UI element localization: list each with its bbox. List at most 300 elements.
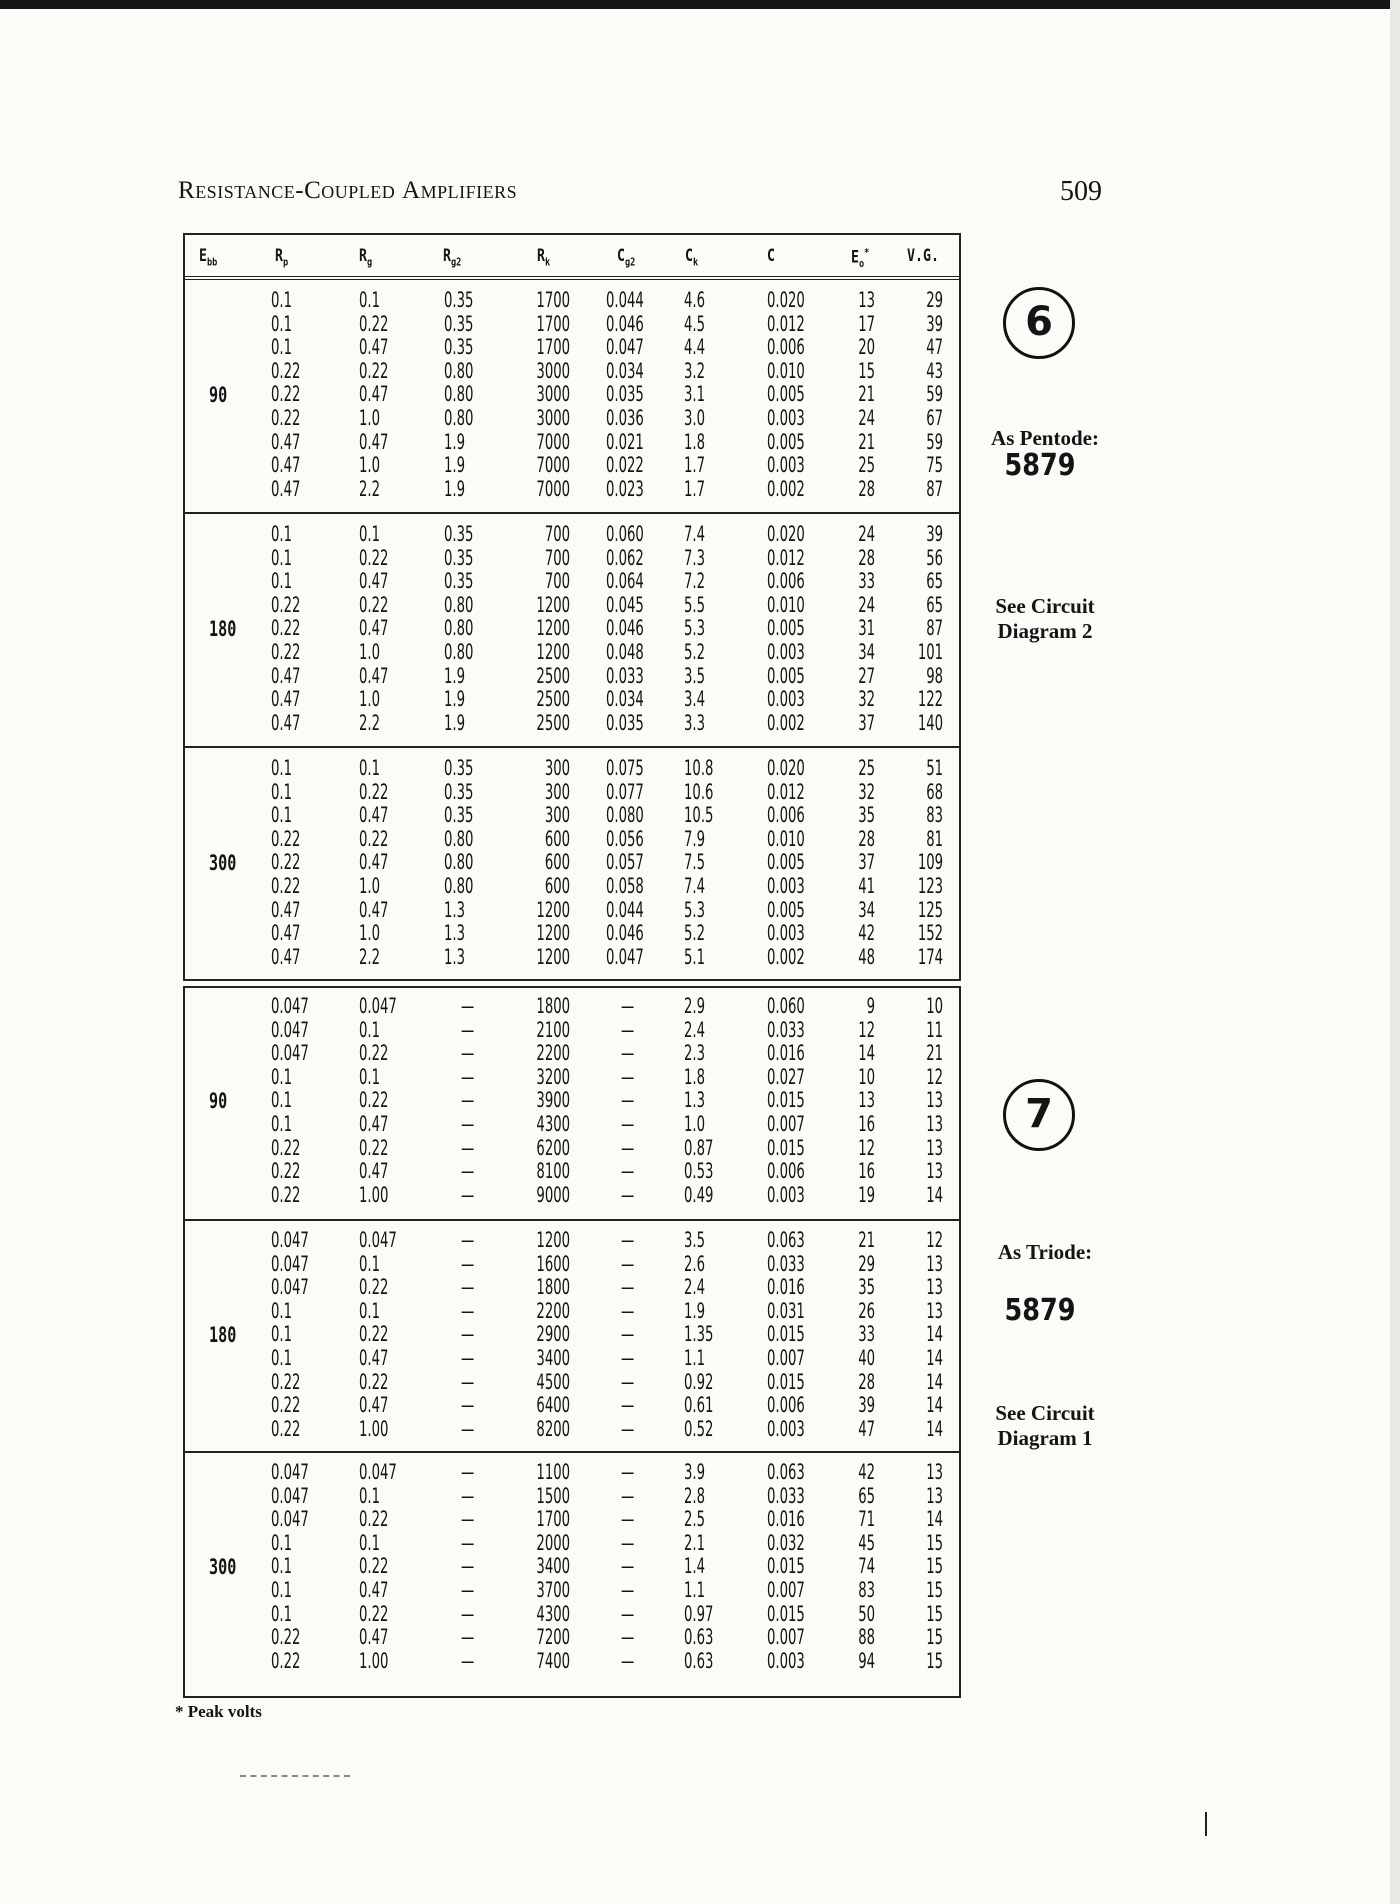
amplifier-data-table bbox=[183, 233, 961, 1698]
column-header: $C_{g2}$ bbox=[617, 246, 636, 269]
table-cell: 101 bbox=[917, 640, 943, 664]
table-cell: 15 bbox=[926, 1625, 943, 1650]
column-header: $C_k$ bbox=[685, 246, 699, 269]
table-cell: 3000 bbox=[536, 382, 570, 407]
table-cell: 7200 bbox=[536, 1625, 570, 1650]
table-cell: — bbox=[461, 1228, 475, 1252]
ebb-value: 180 bbox=[209, 1323, 237, 1348]
table-cell: 0.47 bbox=[271, 429, 301, 454]
table-cell: 3.5 bbox=[684, 1228, 706, 1252]
table-cell: 2.4 bbox=[684, 1017, 706, 1042]
table-cell: 14 bbox=[926, 1369, 943, 1394]
table-cell: 29 bbox=[858, 1251, 875, 1276]
table-cell: 0.020 bbox=[767, 288, 805, 312]
table-cell: 0.057 bbox=[606, 850, 644, 875]
table-cell: 0.015 bbox=[767, 1322, 805, 1347]
table-cell: 47 bbox=[858, 1416, 875, 1441]
table-row bbox=[185, 1323, 959, 1347]
page-number: 509 bbox=[1060, 176, 1102, 207]
table-cell: 0.1 bbox=[271, 1298, 293, 1323]
table-cell: 37 bbox=[858, 710, 875, 735]
table-cell: 71 bbox=[858, 1507, 875, 1532]
table-cell: 0.047 bbox=[271, 1483, 309, 1508]
table-cell: — bbox=[461, 1322, 475, 1347]
table-cell: 0.47 bbox=[359, 429, 389, 454]
table-row bbox=[185, 594, 959, 618]
table-cell: 0.47 bbox=[271, 663, 301, 688]
ebb-value: 300 bbox=[209, 1555, 237, 1580]
table-cell: 3400 bbox=[536, 1554, 570, 1579]
table-cell: 3700 bbox=[536, 1578, 570, 1602]
table-cell: 2200 bbox=[536, 1041, 570, 1066]
table-cell: 0.1 bbox=[271, 522, 293, 546]
table-cell: 0.063 bbox=[767, 1228, 805, 1252]
table-cell: 1800 bbox=[536, 1275, 570, 1300]
table-cell: 0.006 bbox=[767, 335, 805, 360]
table-cell: 17 bbox=[858, 311, 875, 336]
table-cell: 0.047 bbox=[359, 994, 397, 1018]
ebb-value: 180 bbox=[209, 617, 237, 642]
table-cell: — bbox=[461, 1578, 475, 1602]
table-cell: 0.003 bbox=[767, 406, 805, 430]
circuit-reference: Diagram 1 bbox=[997, 1426, 1093, 1450]
table-cell: 59 bbox=[926, 382, 943, 407]
table-cell: 24 bbox=[858, 406, 875, 430]
table-group bbox=[185, 988, 959, 1221]
table-cell: 1200 bbox=[536, 897, 570, 922]
table-cell: 0.35 bbox=[444, 803, 474, 828]
footnote: * Peak volts bbox=[175, 1702, 262, 1721]
table-cell: — bbox=[461, 1648, 475, 1673]
table-cell: 0.1 bbox=[271, 1554, 293, 1579]
table-cell: 0.22 bbox=[271, 358, 301, 383]
table-cell: 13 bbox=[926, 1088, 943, 1113]
table-row bbox=[185, 1461, 959, 1485]
page-edge bbox=[1390, 0, 1400, 1904]
column-header: $R_g$ bbox=[359, 246, 373, 269]
table-cell: — bbox=[621, 1625, 635, 1650]
table-cell: 0.80 bbox=[444, 592, 474, 617]
table-cell: 1700 bbox=[536, 288, 570, 312]
table-cell: 2500 bbox=[536, 710, 570, 735]
table-cell: 0.060 bbox=[767, 994, 805, 1018]
table-cell: 14 bbox=[926, 1416, 943, 1441]
table-cell: 600 bbox=[544, 850, 570, 875]
table-cell: 0.035 bbox=[606, 710, 644, 735]
table-cell: 0.47 bbox=[359, 1578, 389, 1602]
table-cell: 0.22 bbox=[359, 779, 389, 804]
table-cell: 24 bbox=[858, 522, 875, 546]
table-cell: 0.044 bbox=[606, 897, 644, 922]
table-cell: — bbox=[621, 1088, 635, 1113]
table-cell: 88 bbox=[858, 1625, 875, 1650]
table-cell: 32 bbox=[858, 779, 875, 804]
table-cell: — bbox=[461, 1554, 475, 1579]
table-cell: 1.0 bbox=[684, 1112, 706, 1136]
table-cell: — bbox=[461, 1393, 475, 1418]
table-cell: 300 bbox=[544, 779, 570, 804]
table-cell: 300 bbox=[544, 803, 570, 828]
table-cell: 0.49 bbox=[684, 1182, 714, 1207]
table-cell: 13 bbox=[926, 1251, 943, 1276]
table-cell: — bbox=[621, 1298, 635, 1323]
table-cell: 14 bbox=[926, 1322, 943, 1347]
table-cell: — bbox=[461, 1298, 475, 1323]
table-cell: — bbox=[461, 1041, 475, 1066]
table-cell: 0.47 bbox=[359, 569, 389, 594]
table-cell: — bbox=[461, 1251, 475, 1276]
table-cell: — bbox=[621, 1322, 635, 1347]
table-cell: — bbox=[461, 1064, 475, 1089]
table-cell: 3000 bbox=[536, 406, 570, 430]
table-cell: 0.003 bbox=[767, 1182, 805, 1207]
table-cell: 0.22 bbox=[359, 826, 389, 851]
table-cell: 0.1 bbox=[271, 1064, 293, 1089]
table-row bbox=[185, 1300, 959, 1324]
table-cell: 65 bbox=[926, 569, 943, 594]
table-cell: 1200 bbox=[536, 616, 570, 641]
table-cell: 0.012 bbox=[767, 311, 805, 336]
table-row bbox=[185, 1042, 959, 1066]
table-cell: 42 bbox=[858, 921, 875, 946]
table-cell: 2.5 bbox=[684, 1507, 706, 1532]
table-cell: 0.1 bbox=[359, 1530, 381, 1555]
table-cell: 26 bbox=[858, 1298, 875, 1323]
table-cell: 7000 bbox=[536, 453, 570, 478]
table-row bbox=[185, 712, 959, 736]
table-cell: 1700 bbox=[536, 1507, 570, 1532]
table-cell: — bbox=[621, 1228, 635, 1252]
table-row bbox=[185, 289, 959, 313]
table-row bbox=[185, 1532, 959, 1556]
table-cell: — bbox=[461, 1601, 475, 1626]
table-cell: 10 bbox=[926, 994, 943, 1018]
table-row bbox=[185, 899, 959, 923]
table-cell: 0.020 bbox=[767, 756, 805, 780]
table-cell: — bbox=[621, 1648, 635, 1673]
table-cell: 35 bbox=[858, 803, 875, 828]
table-cell: 65 bbox=[858, 1483, 875, 1508]
table-row bbox=[185, 431, 959, 455]
table-cell: 28 bbox=[858, 545, 875, 570]
table-cell: — bbox=[461, 1625, 475, 1650]
table-cell: 2500 bbox=[536, 663, 570, 688]
table-row bbox=[185, 478, 959, 502]
table-group bbox=[185, 748, 959, 982]
table-cell: 40 bbox=[858, 1346, 875, 1370]
table-cell: 2.2 bbox=[359, 944, 381, 969]
table-cell: 33 bbox=[858, 1322, 875, 1347]
table-cell: 0.22 bbox=[359, 1275, 389, 1300]
table-cell: 87 bbox=[926, 476, 943, 501]
table-cell: 45 bbox=[858, 1530, 875, 1555]
table-cell: 600 bbox=[544, 826, 570, 851]
table-cell: 0.80 bbox=[444, 616, 474, 641]
table-cell: 0.1 bbox=[271, 803, 293, 828]
table-cell: 0.1 bbox=[271, 569, 293, 594]
table-cell: 6400 bbox=[536, 1393, 570, 1418]
table-cell: — bbox=[621, 1135, 635, 1160]
table-cell: 4500 bbox=[536, 1369, 570, 1394]
table-cell: 0.034 bbox=[606, 687, 644, 712]
circuit-reference: See Circuit bbox=[995, 594, 1095, 618]
table-cell: 15 bbox=[926, 1554, 943, 1579]
table-cell: — bbox=[621, 1393, 635, 1418]
circuit-reference: Diagram 2 bbox=[997, 619, 1093, 643]
table-cell: 1.0 bbox=[359, 874, 381, 898]
table-cell: 42 bbox=[858, 1460, 875, 1484]
table-cell: 0.047 bbox=[359, 1228, 397, 1252]
table-cell: 2000 bbox=[536, 1530, 570, 1555]
table-cell: 122 bbox=[917, 687, 943, 712]
table-cell: 0.22 bbox=[271, 1369, 301, 1394]
table-cell: 0.003 bbox=[767, 453, 805, 478]
table-cell: 14 bbox=[926, 1182, 943, 1207]
table-cell: 16 bbox=[858, 1112, 875, 1136]
table-cell: 0.47 bbox=[359, 335, 389, 360]
table-cell: 174 bbox=[917, 944, 943, 969]
table-cell: 0.35 bbox=[444, 756, 474, 780]
table-cell: 7.5 bbox=[684, 850, 706, 875]
table-cell: 48 bbox=[858, 944, 875, 969]
table-cell: 14 bbox=[926, 1346, 943, 1370]
table-cell: 1.4 bbox=[684, 1554, 706, 1579]
table-cell: 0.47 bbox=[359, 663, 389, 688]
table-cell: 0.048 bbox=[606, 640, 644, 664]
table-cell: 0.022 bbox=[606, 453, 644, 478]
table-cell: 0.036 bbox=[606, 406, 644, 430]
table-cell: 0.007 bbox=[767, 1578, 805, 1602]
table-cell: 47 bbox=[926, 335, 943, 360]
table-cell: 0.005 bbox=[767, 616, 805, 641]
table-cell: 1.0 bbox=[359, 921, 381, 946]
table-row bbox=[185, 1626, 959, 1650]
table-cell: — bbox=[621, 1507, 635, 1532]
table-cell: 0.047 bbox=[271, 1017, 309, 1042]
table-cell: 5.5 bbox=[684, 592, 706, 617]
table-cell: 32 bbox=[858, 687, 875, 712]
table-cell: 0.47 bbox=[271, 476, 301, 501]
scan-mark bbox=[1205, 1812, 1207, 1836]
table-cell: 1.9 bbox=[444, 429, 466, 454]
table-cell: 0.060 bbox=[606, 522, 644, 546]
table-cell: 2.6 bbox=[684, 1251, 706, 1276]
table-cell: 41 bbox=[858, 874, 875, 898]
table-cell: 50 bbox=[858, 1601, 875, 1626]
table-group bbox=[185, 514, 959, 748]
table-cell: — bbox=[621, 1159, 635, 1184]
table-cell: — bbox=[461, 994, 475, 1018]
table-cell: 2.2 bbox=[359, 710, 381, 735]
table-cell: 1200 bbox=[536, 921, 570, 946]
table-cell: 1100 bbox=[536, 1460, 570, 1484]
table-cell: 28 bbox=[858, 476, 875, 501]
table-cell: 56 bbox=[926, 545, 943, 570]
table-cell: 0.007 bbox=[767, 1625, 805, 1650]
table-cell: 1.8 bbox=[684, 429, 706, 454]
table-row bbox=[185, 781, 959, 805]
table-row bbox=[185, 1371, 959, 1395]
table-cell: 7.4 bbox=[684, 522, 706, 546]
table-row bbox=[185, 665, 959, 689]
table-cell: — bbox=[461, 1182, 475, 1207]
table-cell: 0.015 bbox=[767, 1601, 805, 1626]
table-cell: 0.1 bbox=[359, 1251, 381, 1276]
table-cell: 9 bbox=[866, 994, 875, 1018]
table-cell: 13 bbox=[858, 1088, 875, 1113]
table-cell: 7000 bbox=[536, 429, 570, 454]
table-cell: 94 bbox=[858, 1648, 875, 1673]
table-cell: 0.047 bbox=[271, 1460, 309, 1484]
table-cell: 5.2 bbox=[684, 921, 706, 946]
table-cell: 12 bbox=[926, 1228, 943, 1252]
table-cell: 0.80 bbox=[444, 382, 474, 407]
table-row bbox=[185, 1229, 959, 1253]
table-cell: 1.3 bbox=[444, 897, 466, 922]
table-row bbox=[185, 1603, 959, 1627]
table-cell: 0.005 bbox=[767, 429, 805, 454]
table-cell: 0.002 bbox=[767, 476, 805, 501]
table-cell: 14 bbox=[858, 1041, 875, 1066]
table-cell: 0.015 bbox=[767, 1369, 805, 1394]
table-row bbox=[185, 1347, 959, 1371]
table-cell: 25 bbox=[858, 756, 875, 780]
table-cell: 0.003 bbox=[767, 874, 805, 898]
table-cell: 0.22 bbox=[359, 1088, 389, 1113]
table-cell: 0.35 bbox=[444, 288, 474, 312]
table-cell: 3.2 bbox=[684, 358, 706, 383]
table-cell: 3.3 bbox=[684, 710, 706, 735]
table-cell: 39 bbox=[858, 1393, 875, 1418]
table-cell: — bbox=[621, 1460, 635, 1484]
column-header: $R_k$ bbox=[537, 246, 551, 269]
table-row bbox=[185, 336, 959, 360]
table-cell: 8100 bbox=[536, 1159, 570, 1184]
table-cell: 1.9 bbox=[444, 453, 466, 478]
table-cell: 0.033 bbox=[767, 1483, 805, 1508]
table-cell: 0.47 bbox=[359, 850, 389, 875]
table-cell: 0.22 bbox=[359, 592, 389, 617]
table-cell: 0.062 bbox=[606, 545, 644, 570]
table-cell: 0.22 bbox=[359, 1135, 389, 1160]
table-cell: 0.047 bbox=[271, 1228, 309, 1252]
column-header: C bbox=[767, 246, 775, 266]
table-cell: — bbox=[461, 1346, 475, 1370]
table-cell: 20 bbox=[858, 335, 875, 360]
table-cell: 0.22 bbox=[271, 592, 301, 617]
table-cell: 0.22 bbox=[271, 874, 301, 898]
table-cell: 29 bbox=[926, 288, 943, 312]
table-cell: 13 bbox=[926, 1159, 943, 1184]
table-cell: 0.046 bbox=[606, 921, 644, 946]
table-cell: 2200 bbox=[536, 1298, 570, 1323]
table-cell: 0.1 bbox=[271, 1530, 293, 1555]
table-cell: 0.80 bbox=[444, 640, 474, 664]
table-cell: 51 bbox=[926, 756, 943, 780]
table-cell: 0.047 bbox=[271, 1275, 309, 1300]
table-cell: 98 bbox=[926, 663, 943, 688]
table-row bbox=[185, 570, 959, 594]
table-cell: 0.045 bbox=[606, 592, 644, 617]
table-cell: 0.015 bbox=[767, 1135, 805, 1160]
tube-type-number: 5879 bbox=[1004, 448, 1076, 483]
table-cell: 4300 bbox=[536, 1112, 570, 1136]
table-cell: 0.027 bbox=[767, 1064, 805, 1089]
table-cell: 1.8 bbox=[684, 1064, 706, 1089]
table-cell: 1.00 bbox=[359, 1416, 389, 1441]
ebb-value: 90 bbox=[209, 1089, 228, 1114]
table-cell: 12 bbox=[926, 1064, 943, 1089]
table-cell: 0.016 bbox=[767, 1275, 805, 1300]
table-cell: 0.010 bbox=[767, 592, 805, 617]
table-cell: 1.9 bbox=[444, 710, 466, 735]
table-cell: 0.020 bbox=[767, 522, 805, 546]
table-cell: 0.005 bbox=[767, 382, 805, 407]
table-cell: 0.031 bbox=[767, 1298, 805, 1323]
table-cell: — bbox=[621, 1416, 635, 1441]
ebb-value: 90 bbox=[209, 383, 228, 408]
table-cell: 0.003 bbox=[767, 1416, 805, 1441]
table-cell: 0.47 bbox=[359, 616, 389, 641]
table-cell: 0.22 bbox=[271, 1416, 301, 1441]
table-cell: 0.047 bbox=[271, 994, 309, 1018]
table-cell: 87 bbox=[926, 616, 943, 641]
table-cell: 24 bbox=[858, 592, 875, 617]
table-cell: 13 bbox=[926, 1298, 943, 1323]
page-title: Resistance-Coupled Amplifiers bbox=[178, 177, 518, 204]
table-cell: 0.22 bbox=[271, 1135, 301, 1160]
table-cell: 21 bbox=[858, 1228, 875, 1252]
table-cell: 4.5 bbox=[684, 311, 706, 336]
table-cell: 0.22 bbox=[271, 1648, 301, 1673]
table-cell: 0.1 bbox=[271, 779, 293, 804]
table-cell: 1.0 bbox=[359, 687, 381, 712]
table-cell: 1600 bbox=[536, 1251, 570, 1276]
table-cell: 0.003 bbox=[767, 1648, 805, 1673]
table-cell: 0.058 bbox=[606, 874, 644, 898]
table-cell: 0.22 bbox=[359, 1369, 389, 1394]
table-cell: 21 bbox=[926, 1041, 943, 1066]
table-cell: 0.52 bbox=[684, 1416, 714, 1441]
table-cell: 0.006 bbox=[767, 1393, 805, 1418]
table-row bbox=[185, 1650, 959, 1674]
table-cell: 0.22 bbox=[271, 1182, 301, 1207]
table-cell: 123 bbox=[917, 874, 943, 898]
table-cell: 0.046 bbox=[606, 311, 644, 336]
table-cell: 0.80 bbox=[444, 874, 474, 898]
table-row bbox=[185, 454, 959, 478]
table-cell: 1200 bbox=[536, 1228, 570, 1252]
table-cell: — bbox=[621, 1275, 635, 1300]
table-row bbox=[185, 1137, 959, 1161]
table-cell: 0.53 bbox=[684, 1159, 714, 1184]
table-cell: 0.47 bbox=[359, 1393, 389, 1418]
table-row bbox=[185, 1418, 959, 1442]
table-cell: 0.002 bbox=[767, 944, 805, 969]
table-row bbox=[185, 617, 959, 641]
table-cell: 0.22 bbox=[271, 826, 301, 851]
table-cell: — bbox=[461, 1275, 475, 1300]
table-cell: 0.47 bbox=[271, 921, 301, 946]
table-cell: — bbox=[461, 1159, 475, 1184]
table-row bbox=[185, 313, 959, 337]
table-cell: 34 bbox=[858, 640, 875, 664]
table-cell: 15 bbox=[926, 1530, 943, 1555]
table-cell: 0.22 bbox=[359, 545, 389, 570]
table-cell: 3000 bbox=[536, 358, 570, 383]
table-cell: 0.35 bbox=[444, 335, 474, 360]
table-cell: 1.0 bbox=[359, 640, 381, 664]
